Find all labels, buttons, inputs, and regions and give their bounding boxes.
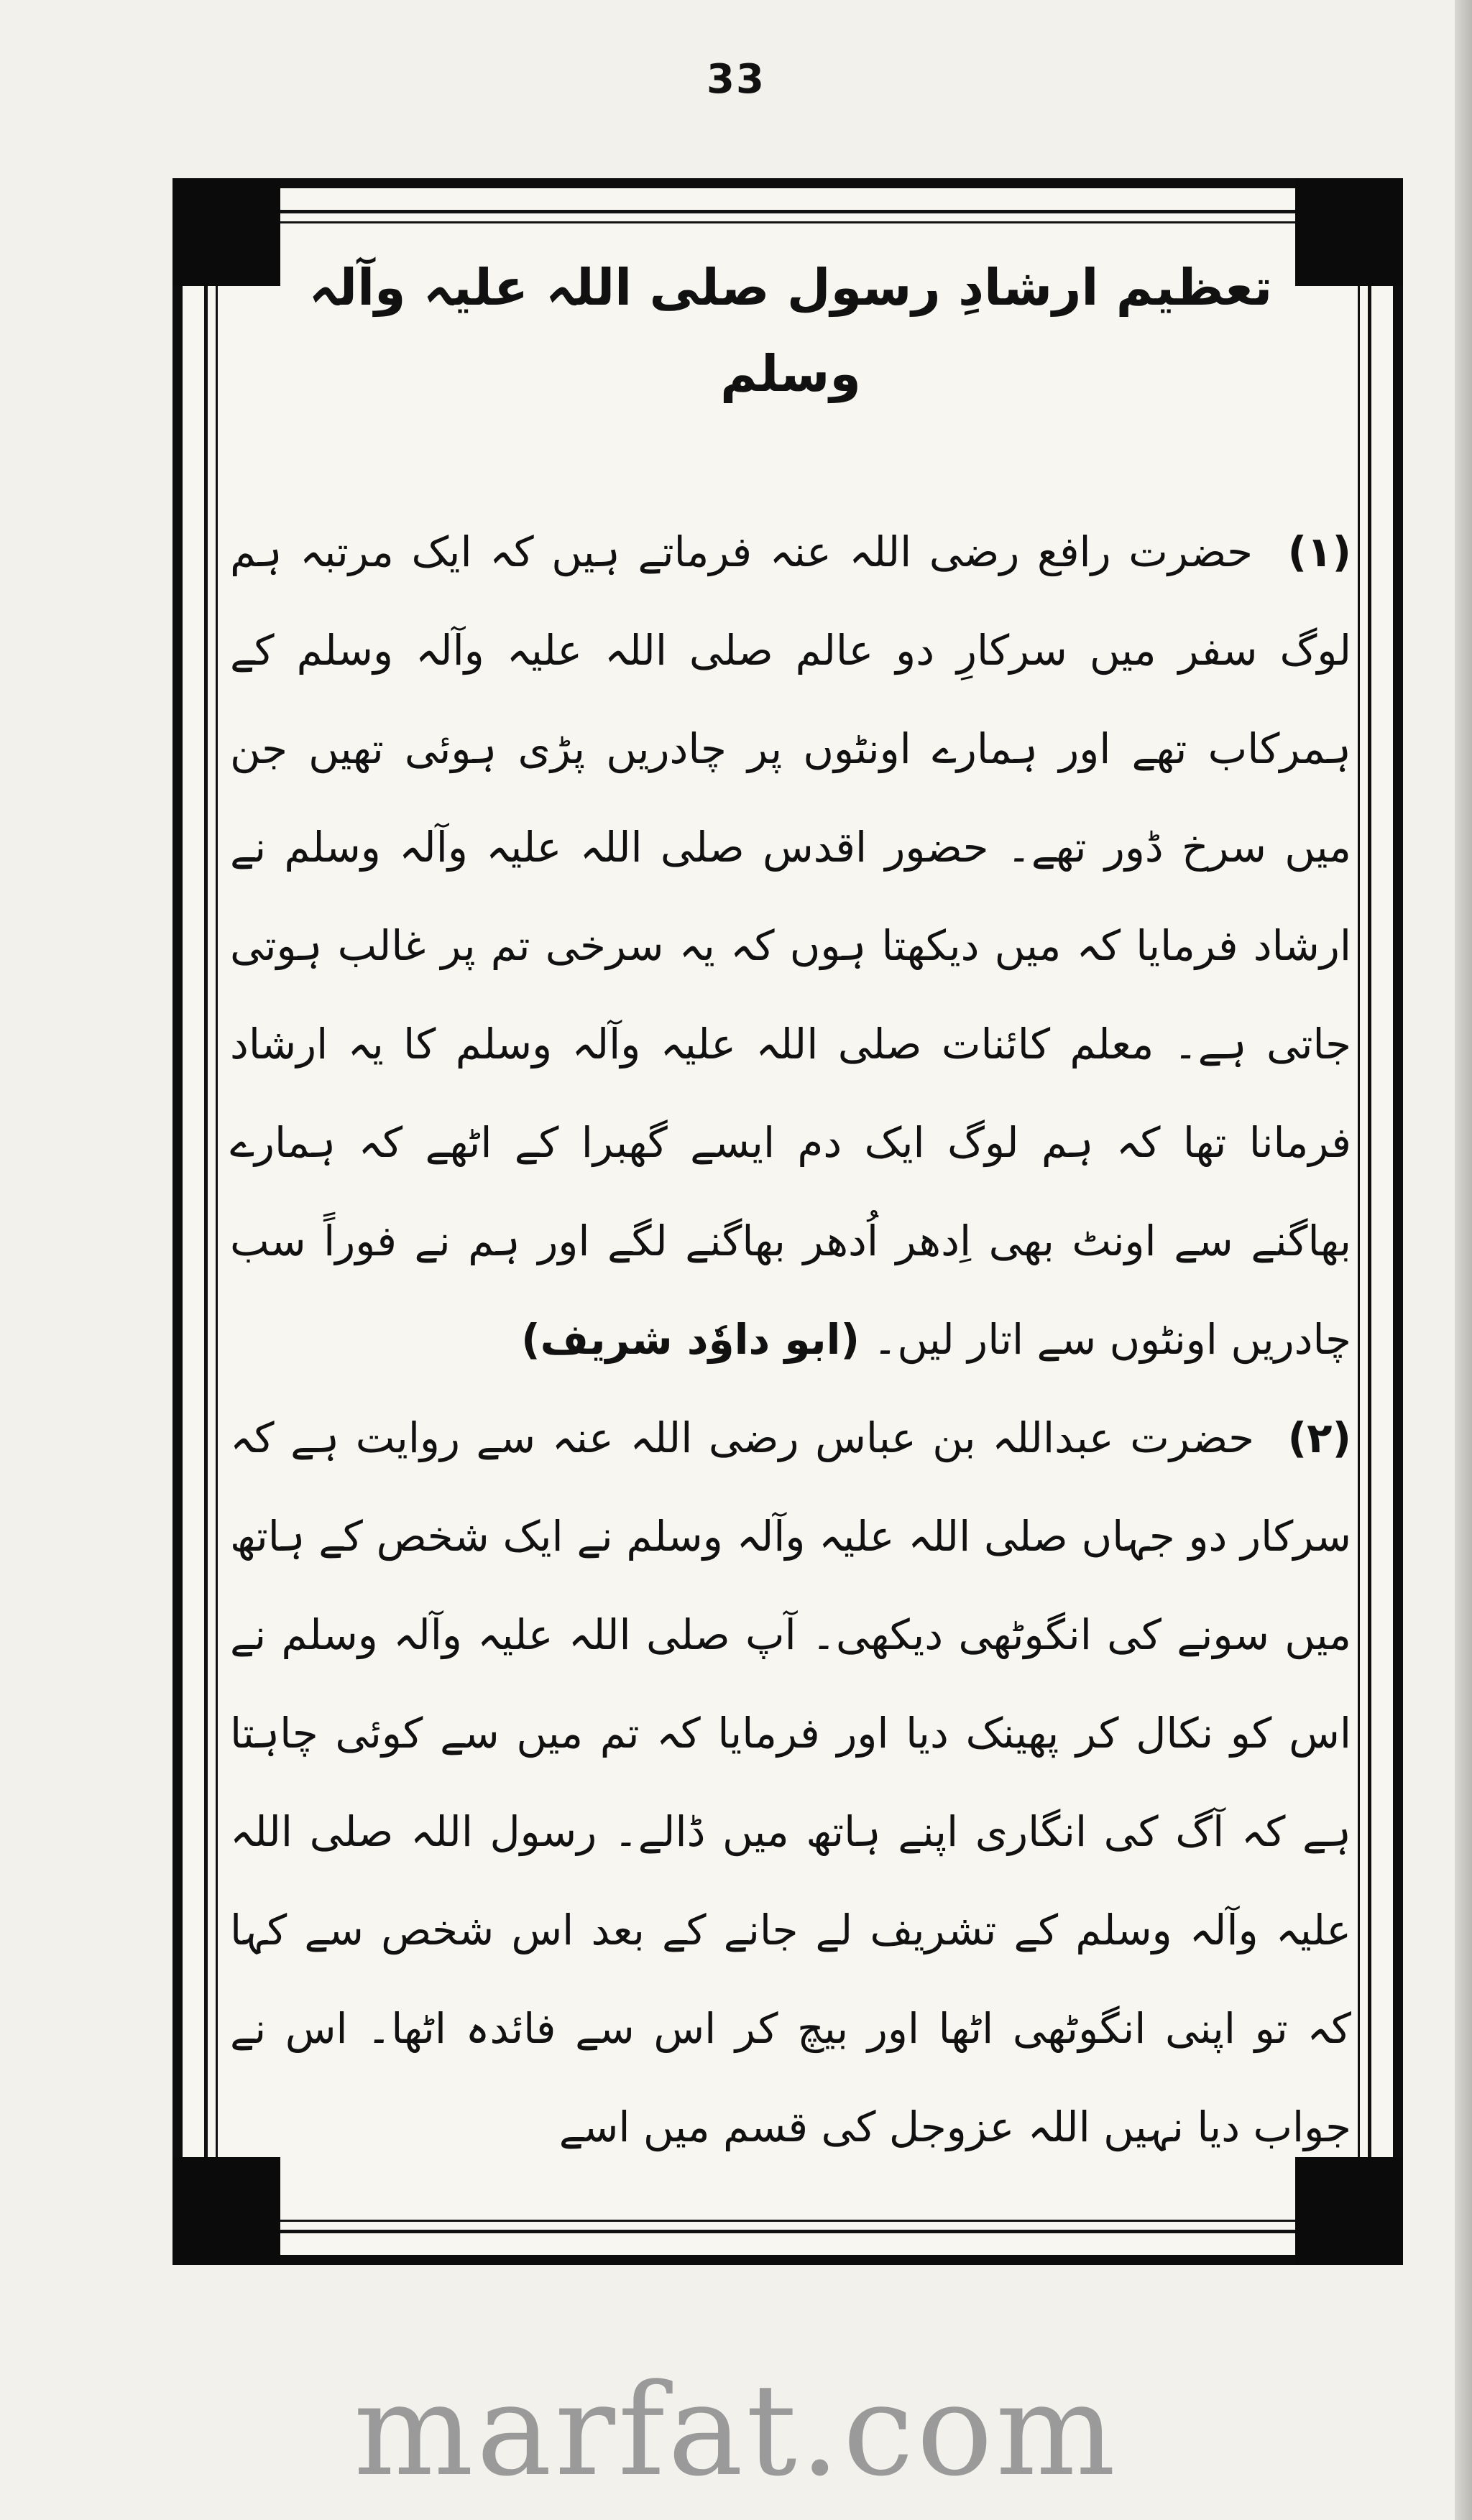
paragraph-text: حضرت رافع رضی اللہ عنہ فرماتے ہیں کہ ایک مرتبہ ہم لوگ سفر میں سرکارِ دو عالم صلی اللہ علیہ وآلہ وسلم کے ہمرکاب تھے اور ہمارے اونٹوں پر چادریں پڑی ہوئی تھیں جن میں سرخ ڈور تھے۔ حضور اقدس صلی اللہ علیہ وآلہ وسلم نے ارشاد فرمایا کہ میں دیکھتا ہوں کہ یہ سرخی تم پر غالب ہوتی جاتی ہے۔ معلم کائنات صلی اللہ علیہ وآلہ وسلم کا یہ ارشاد فرمانا تھا کہ ہم لوگ ایک دم ایسے گھبرا کے اٹھے کہ ہمارے بھاگنے سے اونٹ بھی اِدھر اُدھر بھاگنے لگے اور ہم نے فوراً سب چادریں اونٹوں سے اتار لیں۔	[230, 527, 1351, 1364]
source-reference: (ابو داوٗد شریف)	[521, 1315, 860, 1364]
watermark-text: marfat.com	[353, 2357, 1119, 2504]
section-heading: تعظیم ارشادِ رسول صلی اللہ علیہ وآلہ وسلم	[308, 258, 1273, 403]
paragraph-number: (۲)	[1287, 1413, 1352, 1462]
paragraph-text: حضرت عبداللہ بن عباس رضی اللہ عنہ سے روایت ہے کہ سرکار دو جہاں صلی اللہ علیہ وآلہ وسلم نے ایک شخص کے ہاتھ میں سونے کی انگوٹھی دیکھی۔ آپ صلی اللہ علیہ وآلہ وسلم نے اس کو نکال کر پھینک دیا اور فرمایا کہ تم میں سے کوئی چاہتا ہے کہ آگ کی انگاری اپنے ہاتھ میں ڈالے۔ رسول اللہ صلی اللہ علیہ وآلہ وسلم کے تشریف لے جانے کے بعد اس شخص سے کہا کہ تو اپنی انگوٹھی اٹھا اور بیچ کر اس سے فائدہ اٹھا۔ اس نے جواب دیا نہیں اللہ عزوجل کی قسم میں اسے	[230, 1413, 1351, 2151]
paragraph-2	[230, 1389, 1351, 2177]
paragraph-number: (۱)	[1287, 527, 1351, 576]
page-number: 33	[707, 56, 765, 103]
page-content	[230, 244, 1351, 2242]
paragraph-1	[230, 503, 1351, 1389]
page-edge	[1455, 0, 1472, 2520]
